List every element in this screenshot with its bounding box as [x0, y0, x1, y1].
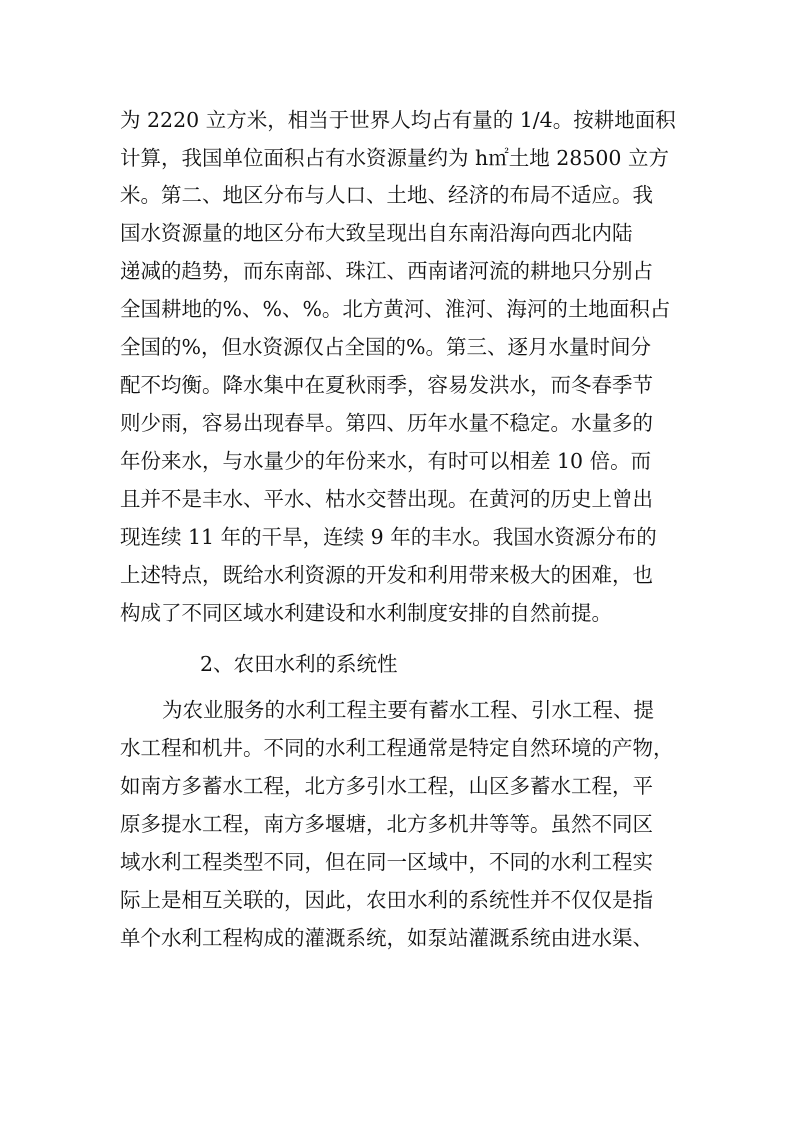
paragraph-line: 现连续 11 年的干旱，连续 9 年的丰水。我国水资源分布的	[120, 525, 657, 549]
paragraph-line: 原多提水工程，南方多堰塘，北方多机井等等。虽然不同区	[120, 812, 653, 836]
paragraph-line: 配不均衡。降水集中在夏秋雨季，容易发洪水，而冬春季节	[120, 373, 653, 397]
paragraph-line: 计算，我国单位面积占有水资源量约为 h㎡土地 28500 立方	[120, 146, 669, 170]
paragraph-line: 递减的趋势，而东南部、珠江、西南诸河流的耕地只分别占	[120, 259, 653, 283]
paragraph-line: 全国的%，但水资源仅占全国的%。第三、逐月水量时间分	[120, 335, 651, 359]
paragraph-line: 为农业服务的水利工程主要有蓄水工程、引水工程、提	[162, 698, 654, 722]
paragraph-line: 国水资源量的地区分布大致呈现出自东南沿海向西北内陆	[120, 221, 633, 245]
section-heading: 2、农田水利的系统性	[200, 652, 398, 676]
paragraph-line: 上述特点，既给水利资源的开发和利用带来极大的困难，也	[120, 563, 653, 587]
paragraph-line: 年份来水，与水量少的年份来水，有时可以相差 10 倍。而	[120, 449, 652, 473]
paragraph-line: 单个水利工程构成的灌溉系统，如泵站灌溉系统由进水渠、	[120, 926, 653, 950]
paragraph-line: 际上是相互关联的，因此，农田水利的系统性并不仅仅是指	[120, 888, 653, 912]
paragraph-line: 构成了不同区域水利建设和水利制度安排的自然前提。	[120, 601, 612, 625]
paragraph-line: 米。第二、地区分布与人口、土地、经济的布局不适应。我	[120, 183, 653, 207]
paragraph-line: 全国耕地的%、%、%。北方黄河、淮河、海河的土地面积占	[120, 297, 671, 321]
paragraph-line: 水工程和机井。不同的水利工程通常是特定自然环境的产物，	[120, 736, 674, 760]
paragraph-line: 如南方多蓄水工程，北方多引水工程，山区多蓄水工程，平	[120, 774, 653, 798]
paragraph-line: 且并不是丰水、平水、枯水交替出现。在黄河的历史上曾出	[120, 487, 653, 511]
paragraph-line: 域水利工程类型不同，但在同一区域中，不同的水利工程实	[120, 850, 653, 874]
paragraph-line: 则少雨，容易出现春旱。第四、历年水量不稳定。水量多的	[120, 411, 653, 435]
paragraph-line: 为 2220 立方米，相当于世界人均占有量的 1/4。按耕地面积	[120, 108, 676, 132]
